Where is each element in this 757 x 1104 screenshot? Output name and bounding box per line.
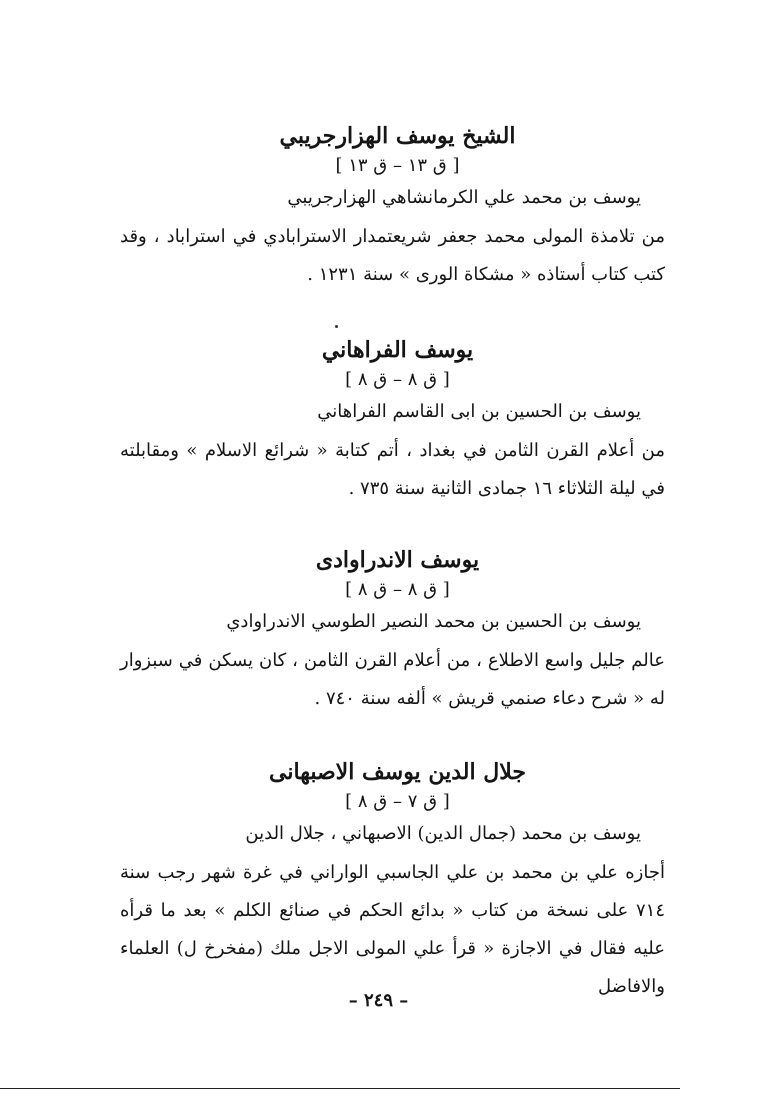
biography-entry: [120, 542, 675, 718]
entry-century-code: [ ق ٧ – ق ٨ ]: [345, 791, 450, 812]
entry-title: يوسف الفراهاني: [321, 337, 474, 363]
entry-title: يوسف الاندراوادى: [315, 547, 480, 573]
entry-body-text: أجازه علي بن محمد بن علي الجاسبي الواراني في غرة شهر رجب سنة ٧١٤ على نسخة من كتاب « بدائع الحكم في صنائع الكلم » بعد ما قرأه عليه فقال في الاجازة « قرأ علي المولى الاجل ملك (مفخرخ ل) العلماء والافاضل: [120, 862, 665, 997]
entry-body-text: من تلامذة المولى محمد جعفر شريعتمدار الاسترابادي في استراباد ، وقد كتب كتاب أستاذه « مشكاة الورى » سنة ١٢٣١ .: [120, 226, 665, 285]
entry-title: جلال الدين يوسف الاصبهانى: [269, 759, 526, 785]
entry-century-code: [ ق ١٣ – ق ١٣ ]: [335, 155, 460, 176]
biography-entry: [120, 118, 675, 294]
entry-full-name: يوسف بن محمد (جمال الدين) الاصبهاني ، جلال الدين: [245, 823, 641, 844]
entry-century-code: [ ق ٨ – ق ٨ ]: [345, 369, 450, 390]
entry-body-text: عالم جليل واسع الاطلاع ، من أعلام القرن الثامن ، كان يسكن في سبزوار له « شرح دعاء صنمي قريش » ألفه سنة ٧٤٠ .: [120, 650, 665, 709]
biography-entry: [120, 332, 675, 508]
bottom-rule-divider: [0, 1088, 680, 1089]
entry-title: الشيخ يوسف الهزارجريبي: [279, 123, 516, 149]
biography-entry: [120, 754, 675, 1006]
entry-full-name: يوسف بن محمد علي الكرمانشاهي الهزارجريبي: [287, 187, 641, 208]
page-number: – ٢٤٩ –: [348, 990, 409, 1011]
entry-body-text: من أعلام القرن الثامن في بغداد ، أتم كتابة « شرائع الاسلام » ومقابلته في ليلة الثلاثاء ١٦ جمادى الثانية سنة ٧٣٥ .: [120, 440, 665, 499]
entry-century-code: [ ق ٨ – ق ٨ ]: [345, 579, 450, 600]
scan-speck: [335, 325, 338, 328]
entry-full-name: يوسف بن الحسين بن ابى القاسم الفراهاني: [317, 401, 641, 422]
entry-full-name: يوسف بن الحسين بن محمد النصير الطوسي الاندراوادي: [226, 611, 641, 632]
